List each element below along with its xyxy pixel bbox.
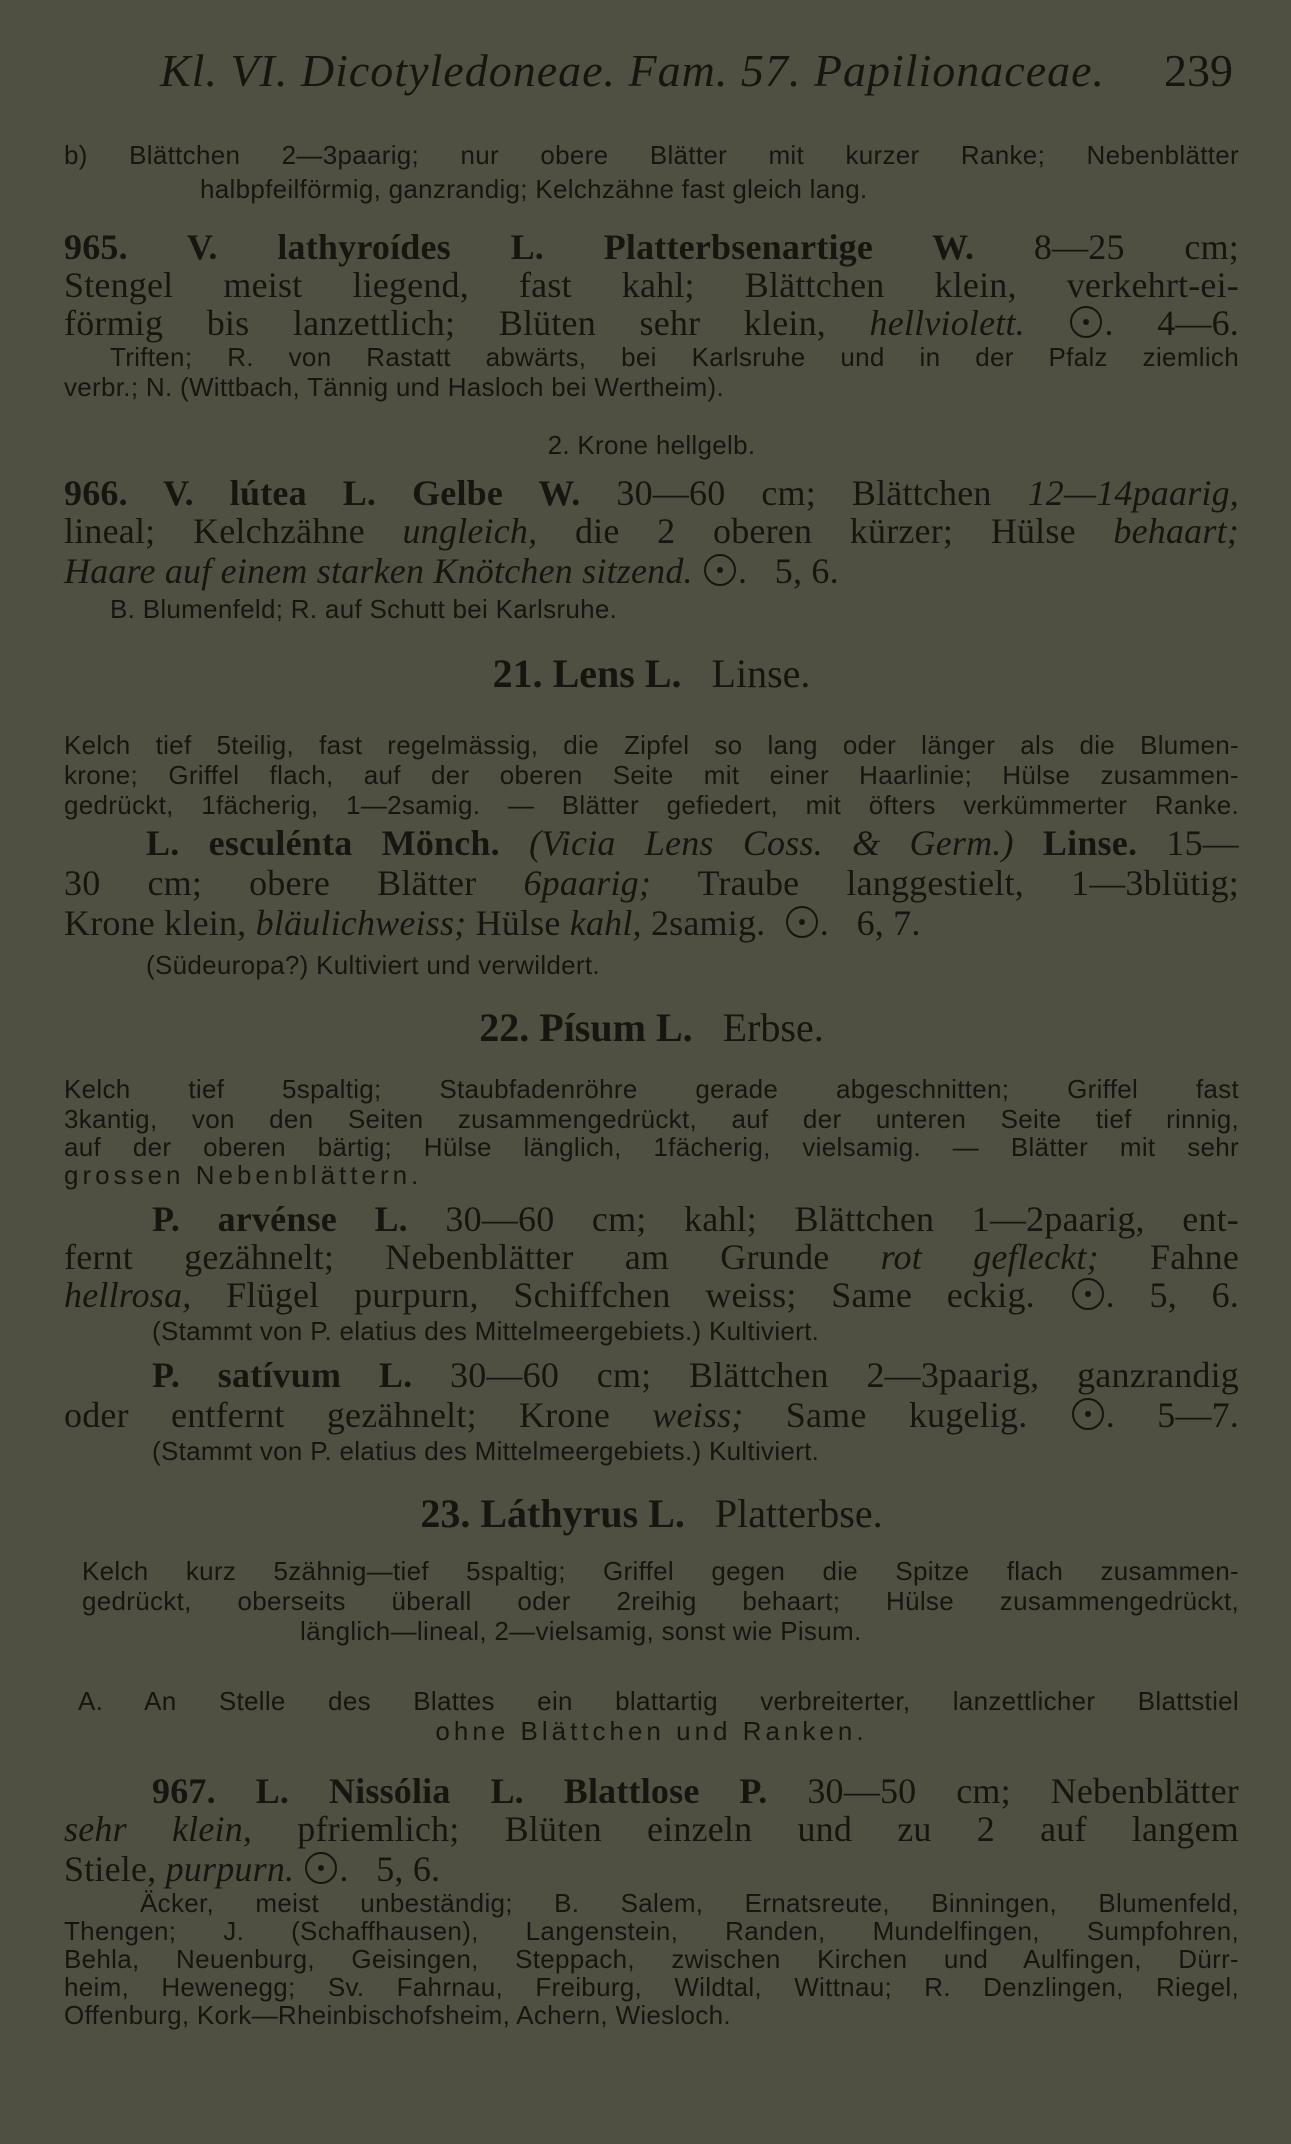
genus-21-heading: 21. Lens L. Linse. <box>492 651 811 696</box>
page-number: 239 <box>1164 45 1233 96</box>
species-965-dist-1: Triften; R. von Rastatt abwärts, bei Karlsruhe und in der Pfalz ziemlich <box>110 342 1239 372</box>
species-967-line-1: 967. L. Nissólia L. Blattlose P. 30—50 cm; Nebenblätter <box>152 1771 1239 1811</box>
species-965-line-1: 965. V. lathyroídes L. Platterbsenartige W. 8—25 cm; <box>64 227 1239 267</box>
parvense-line-2: fernt gezähnelt; Nebenblätter am Grunde rot gefleckt; Fahne <box>64 1237 1239 1277</box>
pisum-key-2: 3kantig, von den Seiten zusammengedrückt, auf der unteren Seite tief rinnig, <box>64 1104 1239 1134</box>
genus-22-heading: 22. Písum L. Erbse. <box>479 1005 824 1050</box>
genus-23-heading: 23. Láthyrus L. Platterbse. <box>420 1491 883 1536</box>
parvense-line-3: hellrosa, Flügel purpurn, Schiffchen weiss; Same eckig. . 5, 6. <box>64 1275 1239 1315</box>
key-2: 2. Krone hellgelb. <box>547 430 756 460</box>
lathyrus-key-3: länglich—lineal, 2—vielsamig, sonst wie Pisum. <box>300 1616 862 1646</box>
species-967-dist-1: Äcker, meist unbeständig; B. Salem, Ernatsreute, Binningen, Blumenfeld, <box>140 1888 1239 1918</box>
annual-plant-icon <box>786 906 818 938</box>
pisum-key-1: Kelch tief 5spaltig; Staubfadenröhre gerade abgeschnitten; Griffel fast <box>64 1074 1239 1104</box>
key-b-line-2: halbpfeilförmig, ganzrandig; Kelchzähne fast gleich lang. <box>200 174 868 204</box>
pisum-key-3: auf der oberen bärtig; Hülse länglich, 1fächerig, vielsamig. — Blätter mit sehr <box>64 1132 1239 1162</box>
annual-plant-icon <box>305 1852 337 1884</box>
annual-plant-icon <box>1072 1278 1104 1310</box>
species-967-dist-5: Offenburg, Kork—Rheinbischofsheim, Achern, Wiesloch. <box>64 2000 731 2030</box>
species-966-line-1: 966. V. lútea L. Gelbe W. 30—60 cm; Blättchen 12—14paarig, <box>64 473 1239 513</box>
annual-plant-icon <box>1072 1398 1104 1430</box>
species-965-line-2: Stengel meist liegend, fast kahl; Blättchen klein, verkehrt-ei- <box>64 265 1239 305</box>
lens-key-3: gedrückt, 1fächerig, 1—2samig. — Blätter gefiedert, mit öfters verkümmerter Ranke. <box>64 790 1239 820</box>
key-A-line-1: A. An Stelle des Blattes ein blattartig verbreiterter, lanzettlicher Blattstiel <box>78 1686 1239 1716</box>
species-965-name: 965. V. lathyroídes L. Platterbsenartige W. <box>64 227 975 267</box>
species-967-dist-3: Behla, Neuenburg, Geisingen, Steppach, zwischen Kirchen und Aulfingen, Dürr- <box>64 1944 1239 1974</box>
species-965-line-3: förmig bis lanzettlich; Blüten sehr klein, hellviolett. . 4—6. <box>64 303 1239 343</box>
species-965-dist-2: verbr.; N. (Wittbach, Tännig und Hasloch bei Wertheim). <box>64 372 725 402</box>
header-title: Kl. VI. Dicotyledoneae. Fam. 57. Papilionaceae. <box>160 45 1106 96</box>
lathyrus-key-2: gedrückt, oberseits überall oder 2reihig behaart; Hülse zusammengedrückt, <box>82 1586 1239 1616</box>
key-b-line-1: b) Blättchen 2—3paarig; nur obere Blätter mit kurzer Ranke; Nebenblätter <box>64 140 1239 170</box>
parvense-line-1: P. arvénse L. 30—60 cm; kahl; Blättchen 1—2paarig, ent- <box>152 1199 1239 1239</box>
psativum-line-1: P. satívum L. 30—60 cm; Blättchen 2—3paarig, ganzrandig <box>152 1355 1240 1395</box>
lens-line-2: 30 cm; obere Blätter 6paarig; Traube langgestielt, 1—3blütig; <box>64 863 1240 903</box>
lens-line-1: L. esculénta Mönch. (Vicia Lens Coss. & Germ.) Linse. 15— <box>146 823 1239 863</box>
species-967-line-3: Stiele, purpurn. . 5, 6. <box>64 1849 441 1889</box>
lens-dist: (Südeuropa?) Kultiviert und verwildert. <box>146 950 600 980</box>
annual-plant-icon <box>1070 306 1102 338</box>
lens-line-3: Krone klein, bläulichweiss; Hülse kahl, 2samig. . 6, 7. <box>64 903 921 943</box>
species-967-dist-4: heim, Hewenegg; Sv. Fahrnau, Freiburg, Wildtal, Wittnau; R. Denzlingen, Riegel, <box>64 1972 1239 2002</box>
psativum-dist: (Stammt von P. elatius des Mittelmeergebiets.) Kultiviert. <box>152 1436 820 1466</box>
annual-plant-icon <box>704 554 736 586</box>
species-967-line-2: sehr klein, pfriemlich; Blüten einzeln und zu 2 auf langem <box>64 1809 1240 1849</box>
pisum-key-4: grossen Nebenblättern. <box>64 1160 423 1190</box>
lens-key-1: Kelch tief 5teilig, fast regelmässig, die Zipfel so lang oder länger als die Blumen- <box>64 730 1239 760</box>
species-966-line-2: lineal; Kelchzähne ungleich, die 2 oberen kürzer; Hülse behaart; <box>64 511 1239 551</box>
species-966-line-3: Haare auf einem starken Knötchen sitzend. . 5, 6. <box>64 551 839 591</box>
key-A-line-2: ohne Blättchen und Ranken. <box>435 1716 868 1746</box>
species-967-dist-2: Thengen; J. (Schaffhausen), Langenstein, Randen, Mundelfingen, Sumpfohren, <box>64 1916 1239 1946</box>
lathyrus-key-1: Kelch kurz 5zähnig—tief 5spaltig; Griffel gegen die Spitze flach zusammen- <box>82 1556 1239 1586</box>
running-header <box>0 40 1291 110</box>
lens-key-2: krone; Griffel flach, auf der oberen Seite mit einer Haarlinie; Hülse zusammen- <box>64 760 1239 790</box>
parvense-dist: (Stammt von P. elatius des Mittelmeergebiets.) Kultiviert. <box>152 1316 820 1346</box>
psativum-line-2: oder entfernt gezähnelt; Krone weiss; Same kugelig. . 5—7. <box>64 1395 1239 1435</box>
species-966-dist: B. Blumenfeld; R. auf Schutt bei Karlsruhe. <box>110 594 618 624</box>
